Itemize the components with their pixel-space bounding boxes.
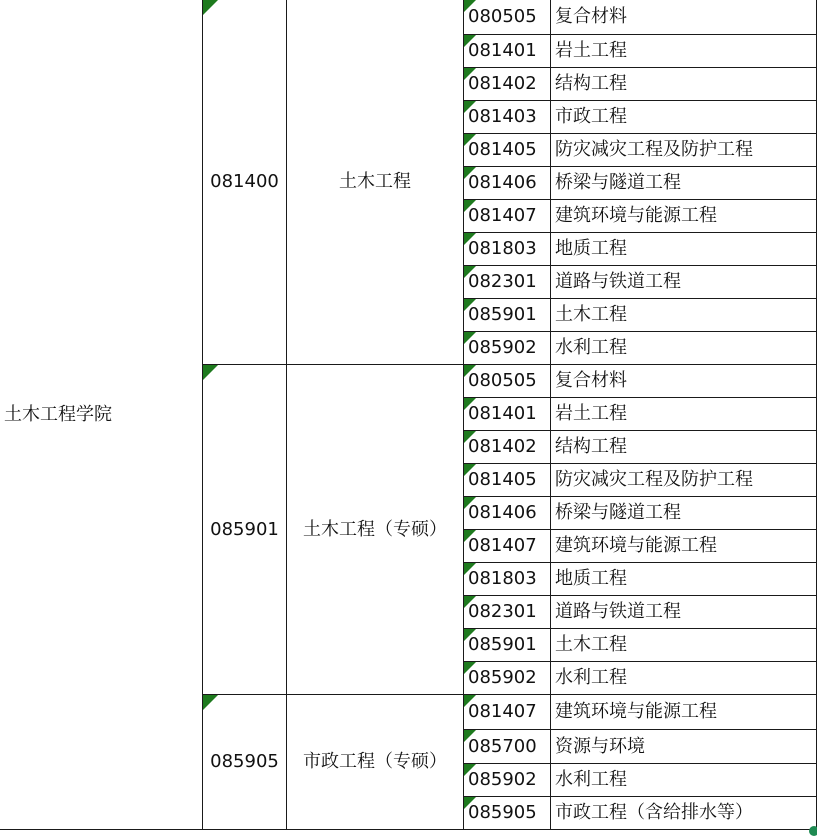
sub-code-cell[interactable]	[464, 695, 551, 730]
sub-name-cell-text: 水利工程	[555, 667, 627, 688]
sub-code-cell[interactable]	[464, 365, 551, 398]
comment-indicator-icon	[464, 662, 476, 674]
sub-name-cell-text: 建筑环境与能源工程	[555, 701, 717, 722]
sub-code-cell-text: 081401	[468, 403, 537, 424]
comment-indicator-icon	[464, 695, 476, 707]
comment-indicator-icon	[464, 266, 476, 278]
sub-name-cell-text: 资源与环境	[555, 735, 645, 757]
sub-code-cell[interactable]	[464, 0, 551, 35]
sub-code-cell-text: 081407	[468, 535, 537, 556]
sub-name-cell[interactable]	[551, 299, 817, 332]
comment-indicator-icon	[464, 398, 476, 410]
sub-name-cell[interactable]	[551, 530, 817, 563]
sub-code-cell-text: 081406	[468, 502, 537, 523]
comment-indicator-icon	[464, 200, 476, 212]
sub-name-cell[interactable]	[551, 332, 817, 365]
sub-code-cell[interactable]	[464, 299, 551, 332]
sub-name-cell[interactable]	[551, 167, 817, 200]
sub-name-cell[interactable]	[551, 629, 817, 662]
sub-name-cell-text: 市政工程	[555, 106, 627, 127]
sub-code-cell[interactable]	[464, 497, 551, 530]
major-code-cell-text: 085901	[210, 518, 279, 540]
sub-code-cell-text: 081405	[468, 469, 537, 490]
comment-indicator-icon	[464, 233, 476, 245]
sub-name-cell[interactable]	[551, 596, 817, 629]
sub-name-cell-text: 结构工程	[555, 73, 627, 94]
sub-name-cell-text: 桥梁与隧道工程	[555, 502, 681, 523]
sub-code-cell-text: 081402	[468, 436, 537, 457]
sub-code-cell-text: 081403	[468, 106, 537, 127]
sub-name-cell[interactable]	[551, 0, 817, 35]
sub-code-cell[interactable]	[464, 68, 551, 101]
major-code-cell-text: 085905	[210, 751, 279, 772]
sub-code-cell[interactable]	[464, 200, 551, 233]
sub-code-cell-text: 085902	[468, 667, 537, 688]
sub-name-cell-text: 防灾减灾工程及防护工程	[555, 469, 753, 490]
sub-code-cell[interactable]	[464, 266, 551, 299]
comment-indicator-icon	[464, 764, 476, 776]
sub-name-cell-text: 地质工程	[555, 238, 627, 259]
sub-code-cell-text: 080505	[468, 6, 537, 27]
sub-code-cell[interactable]	[464, 134, 551, 167]
sub-code-cell-text: 085905	[468, 802, 537, 823]
comment-indicator-icon	[203, 0, 218, 15]
sub-name-cell[interactable]	[551, 695, 817, 730]
sub-name-cell-text: 复合材料	[555, 6, 627, 27]
comment-indicator-icon	[464, 167, 476, 179]
sub-code-cell[interactable]	[464, 730, 551, 764]
sub-name-cell-text: 岩土工程	[555, 40, 627, 61]
comment-indicator-icon	[464, 134, 476, 146]
sub-name-cell-text: 建筑环境与能源工程	[555, 535, 717, 556]
sub-code-cell-text: 081407	[468, 701, 537, 722]
sub-name-cell[interactable]	[551, 431, 817, 464]
sub-name-cell-text: 土木工程	[555, 304, 627, 325]
sub-code-cell[interactable]	[464, 431, 551, 464]
sub-name-cell[interactable]	[551, 398, 817, 431]
major-code-cell[interactable]	[203, 695, 287, 830]
major-code-cell[interactable]	[203, 0, 287, 365]
major-name-cell[interactable]	[287, 365, 464, 695]
college-cell-text: 土木工程学院	[4, 403, 112, 425]
sub-name-cell-text: 道路与铁道工程	[555, 271, 681, 292]
major-name-cell-text: 土木工程	[339, 171, 411, 192]
sub-code-cell[interactable]	[464, 167, 551, 200]
sub-code-cell-text: 085902	[468, 337, 537, 358]
sub-code-cell[interactable]	[464, 764, 551, 797]
comment-indicator-icon	[464, 35, 476, 47]
sub-code-cell[interactable]	[464, 797, 551, 830]
sub-code-cell[interactable]	[464, 596, 551, 629]
sub-name-cell[interactable]	[551, 134, 817, 167]
sub-code-cell-text: 081803	[468, 568, 537, 589]
sub-code-cell[interactable]	[464, 35, 551, 68]
sub-name-cell-text: 结构工程	[555, 436, 627, 457]
sub-name-cell-text: 市政工程（含给排水等）	[555, 802, 753, 823]
comment-indicator-icon	[464, 332, 476, 344]
sub-code-cell-text: 080505	[468, 370, 537, 391]
sub-code-cell-text: 081406	[468, 172, 537, 193]
sub-code-cell[interactable]	[464, 398, 551, 431]
sub-name-cell[interactable]	[551, 365, 817, 398]
sub-name-cell[interactable]	[551, 68, 817, 101]
sub-code-cell[interactable]	[464, 563, 551, 596]
sub-name-cell[interactable]	[551, 797, 817, 830]
comment-indicator-icon	[464, 431, 476, 443]
sub-code-cell-text: 085901	[468, 304, 537, 325]
sub-code-cell[interactable]	[464, 629, 551, 662]
sub-name-cell-text: 桥梁与隧道工程	[555, 172, 681, 193]
sub-code-cell[interactable]	[464, 530, 551, 563]
sub-code-cell[interactable]	[464, 662, 551, 695]
sub-code-cell[interactable]	[464, 464, 551, 497]
college-cell[interactable]	[0, 0, 203, 830]
sub-name-cell-text: 水利工程	[555, 337, 627, 358]
comment-indicator-icon	[464, 299, 476, 311]
sub-code-cell-text: 082301	[468, 601, 537, 622]
comment-indicator-icon	[464, 464, 476, 476]
sub-name-cell[interactable]	[551, 563, 817, 596]
sub-code-cell-text: 081407	[468, 205, 537, 226]
sub-name-cell-text: 地质工程	[555, 568, 627, 589]
sub-code-cell-text: 082301	[468, 271, 537, 292]
major-name-cell[interactable]	[287, 0, 464, 365]
sub-name-cell[interactable]	[551, 662, 817, 695]
sub-name-cell-text: 建筑环境与能源工程	[555, 205, 717, 226]
sub-name-cell-text: 道路与铁道工程	[555, 601, 681, 622]
major-code-cell[interactable]	[203, 365, 287, 695]
sub-name-cell[interactable]	[551, 233, 817, 266]
comment-indicator-icon	[464, 596, 476, 608]
sub-name-cell[interactable]	[551, 464, 817, 497]
sub-code-cell[interactable]	[464, 332, 551, 365]
comment-indicator-icon	[464, 0, 476, 12]
sub-name-cell[interactable]	[551, 497, 817, 530]
sub-name-cell-text: 土木工程	[555, 634, 627, 655]
major-name-cell-text: 土木工程（专硕）	[303, 518, 447, 540]
sub-name-cell[interactable]	[551, 200, 817, 233]
comment-indicator-icon	[464, 530, 476, 542]
sub-code-cell-text: 085700	[468, 735, 537, 757]
comment-indicator-icon	[464, 68, 476, 80]
comment-indicator-icon	[203, 365, 218, 380]
sub-code-cell-text: 085902	[468, 769, 537, 790]
sub-name-cell[interactable]	[551, 266, 817, 299]
sub-code-cell-text: 081402	[468, 73, 537, 94]
major-name-cell[interactable]	[287, 695, 464, 830]
sub-name-cell-text: 防灾减灾工程及防护工程	[555, 139, 753, 160]
sub-code-cell-text: 081803	[468, 238, 537, 259]
major-name-cell-text: 市政工程（专硕）	[303, 751, 447, 772]
sub-code-cell-text: 081405	[468, 139, 537, 160]
comment-indicator-icon	[464, 497, 476, 509]
sub-name-cell[interactable]	[551, 35, 817, 68]
sub-name-cell[interactable]	[551, 764, 817, 797]
sub-code-cell-text: 085901	[468, 634, 537, 655]
sub-name-cell-text: 岩土工程	[555, 403, 627, 424]
comment-indicator-icon	[464, 365, 476, 377]
sub-name-cell[interactable]	[551, 101, 817, 134]
comment-indicator-icon	[464, 797, 476, 809]
sub-name-cell-text: 复合材料	[555, 370, 627, 391]
sub-code-cell-text: 081401	[468, 40, 537, 61]
comment-indicator-icon	[203, 695, 218, 710]
sub-name-cell[interactable]	[551, 730, 817, 764]
comment-indicator-icon	[464, 101, 476, 113]
sub-name-cell-text: 水利工程	[555, 769, 627, 790]
comment-indicator-icon	[464, 730, 476, 742]
selection-handle[interactable]	[809, 826, 817, 836]
major-code-cell-text: 081400	[210, 171, 279, 192]
comment-indicator-icon	[464, 629, 476, 641]
sub-code-cell[interactable]	[464, 101, 551, 134]
sub-code-cell[interactable]	[464, 233, 551, 266]
comment-indicator-icon	[464, 563, 476, 575]
